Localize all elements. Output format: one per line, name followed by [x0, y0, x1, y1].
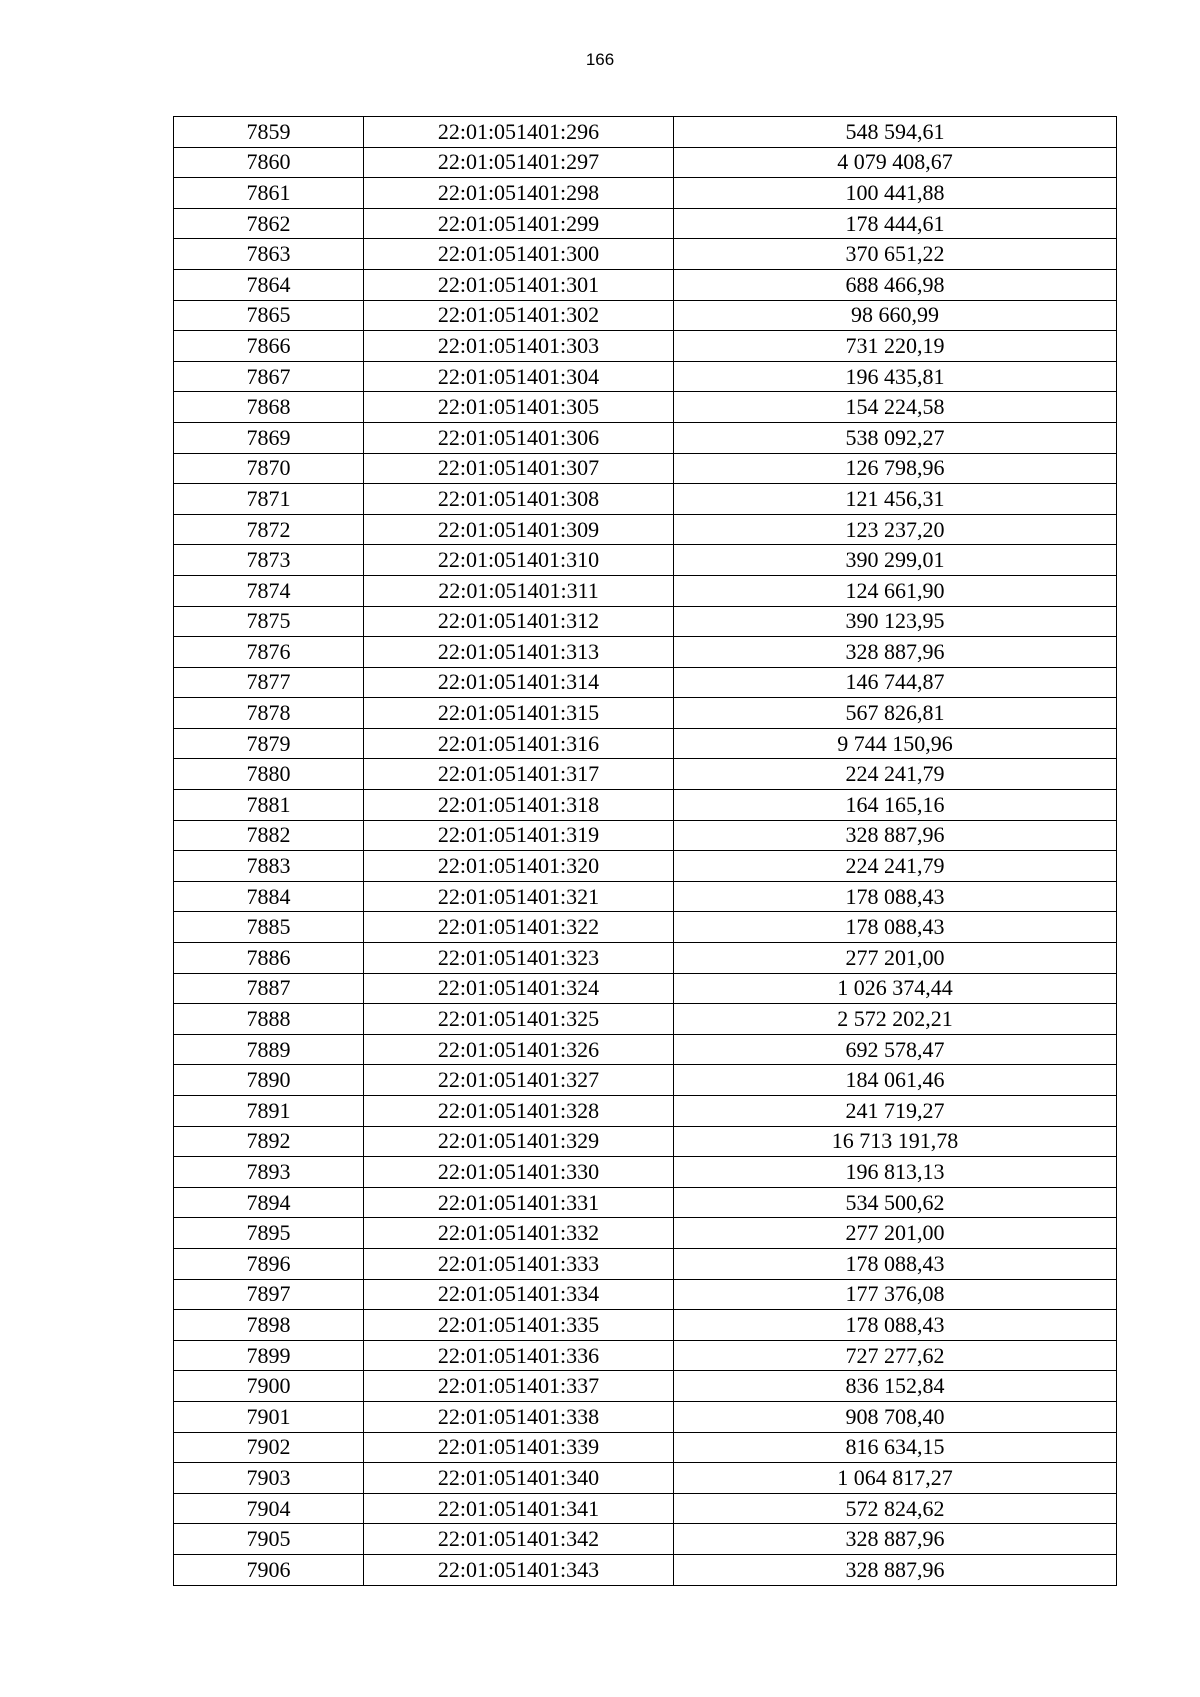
value-cell: 390 123,95: [674, 606, 1117, 637]
value-cell: 178 444,61: [674, 208, 1117, 239]
table-row: [174, 790, 1117, 821]
cadastral-number-cell: 22:01:051401:317: [364, 759, 674, 790]
row-number-cell: 7903: [174, 1463, 364, 1494]
value-cell: 123 237,20: [674, 514, 1117, 545]
cadastral-number-cell: 22:01:051401:315: [364, 698, 674, 729]
table-row: [174, 1126, 1117, 1157]
cadastral-number-cell: 22:01:051401:318: [364, 790, 674, 821]
row-number-cell: 7880: [174, 759, 364, 790]
cadastral-number-cell: 22:01:051401:325: [364, 1004, 674, 1035]
table-row: [174, 331, 1117, 362]
cadastral-number-cell: 22:01:051401:316: [364, 728, 674, 759]
row-number-cell: 7878: [174, 698, 364, 729]
row-number-cell: 7906: [174, 1554, 364, 1585]
cadastral-number-cell: 22:01:051401:330: [364, 1157, 674, 1188]
value-cell: 1 026 374,44: [674, 973, 1117, 1004]
cadastral-number-cell: 22:01:051401:332: [364, 1218, 674, 1249]
value-cell: 538 092,27: [674, 422, 1117, 453]
cadastral-number-cell: 22:01:051401:305: [364, 392, 674, 423]
row-number-cell: 7876: [174, 637, 364, 668]
table-row: [174, 147, 1117, 178]
table-row: [174, 1524, 1117, 1555]
cadastral-number-cell: 22:01:051401:307: [364, 453, 674, 484]
cadastral-number-cell: 22:01:051401:343: [364, 1554, 674, 1585]
value-cell: 692 578,47: [674, 1034, 1117, 1065]
row-number-cell: 7871: [174, 484, 364, 515]
row-number-cell: 7885: [174, 912, 364, 943]
value-cell: 2 572 202,21: [674, 1004, 1117, 1035]
table-row: [174, 1371, 1117, 1402]
row-number-cell: 7865: [174, 300, 364, 331]
value-cell: 370 651,22: [674, 239, 1117, 270]
value-cell: 277 201,00: [674, 1218, 1117, 1249]
cadastral-number-cell: 22:01:051401:304: [364, 361, 674, 392]
value-cell: 196 813,13: [674, 1157, 1117, 1188]
cadastral-number-cell: 22:01:051401:301: [364, 269, 674, 300]
value-cell: 328 887,96: [674, 1554, 1117, 1585]
row-number-cell: 7873: [174, 545, 364, 576]
table-row: [174, 1187, 1117, 1218]
table-row: [174, 392, 1117, 423]
cadastral-number-cell: 22:01:051401:342: [364, 1524, 674, 1555]
cadastral-number-cell: 22:01:051401:300: [364, 239, 674, 270]
cadastral-number-cell: 22:01:051401:328: [364, 1096, 674, 1127]
row-number-cell: 7896: [174, 1248, 364, 1279]
table-row: [174, 269, 1117, 300]
cadastral-number-cell: 22:01:051401:336: [364, 1340, 674, 1371]
value-cell: 98 660,99: [674, 300, 1117, 331]
table-row: [174, 208, 1117, 239]
table-row: [174, 1340, 1117, 1371]
cadastral-number-cell: 22:01:051401:340: [364, 1463, 674, 1494]
registry-table-body: [174, 117, 1117, 1586]
table-row: [174, 759, 1117, 790]
value-cell: 100 441,88: [674, 178, 1117, 209]
table-row: [174, 881, 1117, 912]
row-number-cell: 7889: [174, 1034, 364, 1065]
value-cell: 390 299,01: [674, 545, 1117, 576]
cadastral-number-cell: 22:01:051401:323: [364, 943, 674, 974]
table-row: [174, 484, 1117, 515]
cadastral-number-cell: 22:01:051401:335: [364, 1310, 674, 1341]
row-number-cell: 7895: [174, 1218, 364, 1249]
row-number-cell: 7888: [174, 1004, 364, 1035]
row-number-cell: 7902: [174, 1432, 364, 1463]
cadastral-number-cell: 22:01:051401:338: [364, 1401, 674, 1432]
row-number-cell: 7879: [174, 728, 364, 759]
row-number-cell: 7900: [174, 1371, 364, 1402]
cadastral-number-cell: 22:01:051401:308: [364, 484, 674, 515]
cadastral-number-cell: 22:01:051401:341: [364, 1493, 674, 1524]
table-row: [174, 575, 1117, 606]
table-row: [174, 943, 1117, 974]
table-row: [174, 973, 1117, 1004]
cadastral-number-cell: 22:01:051401:321: [364, 881, 674, 912]
row-number-cell: 7899: [174, 1340, 364, 1371]
table-row: [174, 606, 1117, 637]
table-row: [174, 422, 1117, 453]
table-row: [174, 1310, 1117, 1341]
value-cell: 224 241,79: [674, 851, 1117, 882]
cadastral-number-cell: 22:01:051401:327: [364, 1065, 674, 1096]
row-number-cell: 7894: [174, 1187, 364, 1218]
cadastral-number-cell: 22:01:051401:337: [364, 1371, 674, 1402]
row-number-cell: 7884: [174, 881, 364, 912]
row-number-cell: 7862: [174, 208, 364, 239]
table-row: [174, 545, 1117, 576]
value-cell: 178 088,43: [674, 912, 1117, 943]
row-number-cell: 7861: [174, 178, 364, 209]
row-number-cell: 7867: [174, 361, 364, 392]
value-cell: 178 088,43: [674, 881, 1117, 912]
table-row: [174, 1554, 1117, 1585]
row-number-cell: 7869: [174, 422, 364, 453]
value-cell: 534 500,62: [674, 1187, 1117, 1218]
cadastral-number-cell: 22:01:051401:298: [364, 178, 674, 209]
row-number-cell: 7870: [174, 453, 364, 484]
cadastral-number-cell: 22:01:051401:322: [364, 912, 674, 943]
value-cell: 4 079 408,67: [674, 147, 1117, 178]
value-cell: 224 241,79: [674, 759, 1117, 790]
table-row: [174, 1218, 1117, 1249]
value-cell: 328 887,96: [674, 820, 1117, 851]
value-cell: 727 277,62: [674, 1340, 1117, 1371]
cadastral-number-cell: 22:01:051401:303: [364, 331, 674, 362]
cadastral-number-cell: 22:01:051401:334: [364, 1279, 674, 1310]
cadastral-number-cell: 22:01:051401:319: [364, 820, 674, 851]
cadastral-number-cell: 22:01:051401:313: [364, 637, 674, 668]
cadastral-number-cell: 22:01:051401:306: [364, 422, 674, 453]
cadastral-number-cell: 22:01:051401:314: [364, 667, 674, 698]
row-number-cell: 7898: [174, 1310, 364, 1341]
table-row: [174, 698, 1117, 729]
value-cell: 548 594,61: [674, 117, 1117, 148]
table-row: [174, 851, 1117, 882]
row-number-cell: 7891: [174, 1096, 364, 1127]
value-cell: 177 376,08: [674, 1279, 1117, 1310]
cadastral-number-cell: 22:01:051401:331: [364, 1187, 674, 1218]
value-cell: 121 456,31: [674, 484, 1117, 515]
cadastral-number-cell: 22:01:051401:310: [364, 545, 674, 576]
value-cell: 572 824,62: [674, 1493, 1117, 1524]
row-number-cell: 7882: [174, 820, 364, 851]
value-cell: 836 152,84: [674, 1371, 1117, 1402]
row-number-cell: 7875: [174, 606, 364, 637]
value-cell: 164 165,16: [674, 790, 1117, 821]
row-number-cell: 7872: [174, 514, 364, 545]
table-row: [174, 1463, 1117, 1494]
cadastral-number-cell: 22:01:051401:333: [364, 1248, 674, 1279]
row-number-cell: 7866: [174, 331, 364, 362]
row-number-cell: 7864: [174, 269, 364, 300]
value-cell: 146 744,87: [674, 667, 1117, 698]
table-row: [174, 820, 1117, 851]
table-row: [174, 1034, 1117, 1065]
table-row: [174, 453, 1117, 484]
table-row: [174, 1157, 1117, 1188]
value-cell: 126 798,96: [674, 453, 1117, 484]
value-cell: 1 064 817,27: [674, 1463, 1117, 1494]
cadastral-number-cell: 22:01:051401:312: [364, 606, 674, 637]
row-number-cell: 7892: [174, 1126, 364, 1157]
row-number-cell: 7897: [174, 1279, 364, 1310]
row-number-cell: 7863: [174, 239, 364, 270]
table-row: [174, 1401, 1117, 1432]
table-row: [174, 1065, 1117, 1096]
value-cell: 731 220,19: [674, 331, 1117, 362]
value-cell: 241 719,27: [674, 1096, 1117, 1127]
page-number: 166: [585, 50, 615, 69]
value-cell: 277 201,00: [674, 943, 1117, 974]
row-number-cell: 7883: [174, 851, 364, 882]
value-cell: 178 088,43: [674, 1310, 1117, 1341]
registry-table: [173, 116, 1117, 1586]
cadastral-number-cell: 22:01:051401:311: [364, 575, 674, 606]
table-row: [174, 117, 1117, 148]
row-number-cell: 7874: [174, 575, 364, 606]
table-row: [174, 514, 1117, 545]
row-number-cell: 7904: [174, 1493, 364, 1524]
table-row: [174, 912, 1117, 943]
cadastral-number-cell: 22:01:051401:302: [364, 300, 674, 331]
row-number-cell: 7868: [174, 392, 364, 423]
row-number-cell: 7887: [174, 973, 364, 1004]
table-row: [174, 1096, 1117, 1127]
table-row: [174, 1248, 1117, 1279]
row-number-cell: 7881: [174, 790, 364, 821]
value-cell: 16 713 191,78: [674, 1126, 1117, 1157]
row-number-cell: 7905: [174, 1524, 364, 1555]
table-row: [174, 637, 1117, 668]
row-number-cell: 7893: [174, 1157, 364, 1188]
row-number-cell: 7877: [174, 667, 364, 698]
row-number-cell: 7860: [174, 147, 364, 178]
cadastral-number-cell: 22:01:051401:299: [364, 208, 674, 239]
value-cell: 816 634,15: [674, 1432, 1117, 1463]
value-cell: 124 661,90: [674, 575, 1117, 606]
row-number-cell: 7901: [174, 1401, 364, 1432]
table-row: [174, 1493, 1117, 1524]
table-row: [174, 361, 1117, 392]
cadastral-number-cell: 22:01:051401:326: [364, 1034, 674, 1065]
cadastral-number-cell: 22:01:051401:297: [364, 147, 674, 178]
value-cell: 567 826,81: [674, 698, 1117, 729]
value-cell: 9 744 150,96: [674, 728, 1117, 759]
cadastral-number-cell: 22:01:051401:339: [364, 1432, 674, 1463]
value-cell: 184 061,46: [674, 1065, 1117, 1096]
cadastral-number-cell: 22:01:051401:329: [364, 1126, 674, 1157]
value-cell: 178 088,43: [674, 1248, 1117, 1279]
cadastral-number-cell: 22:01:051401:309: [364, 514, 674, 545]
value-cell: 328 887,96: [674, 1524, 1117, 1555]
table-row: [174, 1432, 1117, 1463]
table-row: [174, 1004, 1117, 1035]
value-cell: 154 224,58: [674, 392, 1117, 423]
table-row: [174, 1279, 1117, 1310]
value-cell: 688 466,98: [674, 269, 1117, 300]
cadastral-number-cell: 22:01:051401:296: [364, 117, 674, 148]
row-number-cell: 7859: [174, 117, 364, 148]
value-cell: 196 435,81: [674, 361, 1117, 392]
table-row: [174, 300, 1117, 331]
value-cell: 908 708,40: [674, 1401, 1117, 1432]
table-row: [174, 667, 1117, 698]
row-number-cell: 7886: [174, 943, 364, 974]
value-cell: 328 887,96: [674, 637, 1117, 668]
table-row: [174, 178, 1117, 209]
row-number-cell: 7890: [174, 1065, 364, 1096]
cadastral-number-cell: 22:01:051401:324: [364, 973, 674, 1004]
cadastral-number-cell: 22:01:051401:320: [364, 851, 674, 882]
table-row: [174, 728, 1117, 759]
table-row: [174, 239, 1117, 270]
